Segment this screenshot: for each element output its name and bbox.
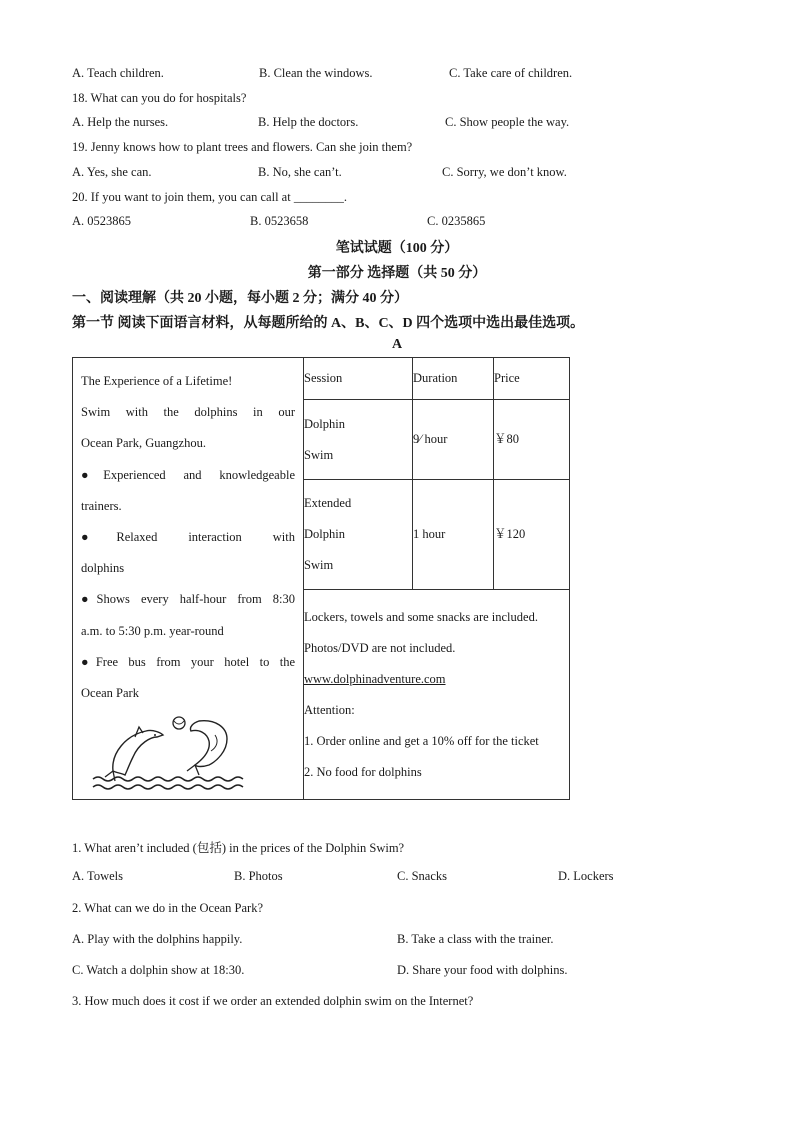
attention-item-1: 1. Order online and get a 10% off for the ticket — [304, 734, 539, 748]
row1-session-line2: Swim — [304, 447, 334, 462]
note-not-included: Photos/DVD are not included. — [304, 641, 456, 655]
row-dolphin-swim-session — [304, 400, 413, 480]
ad-bullet-interaction-cont: dolphins — [81, 561, 125, 576]
ad-intro-line2: Ocean Park, Guangzhou. — [81, 436, 206, 451]
ad-bullet-bus-cont: Ocean Park — [81, 686, 139, 701]
q19-option-a: A. Yes, she can. — [72, 165, 152, 179]
row-dolphin-swim-price: ￥80 — [494, 400, 570, 480]
row-dolphin-swim-duration: 9⁄ hour — [413, 400, 494, 480]
attention-label: Attention: — [304, 703, 355, 717]
q19-option-c: C. Sorry, we don’t know. — [442, 165, 567, 179]
row2-session-line2: Dolphin — [304, 527, 345, 541]
ad-bullet-shows-cont: a.m. to 5:30 p.m. year-round — [81, 623, 224, 638]
attention-item-2: 2. No food for dolphins — [304, 765, 422, 779]
q1-option-c: C. Snacks — [397, 869, 447, 883]
q19-text: 19. Jenny knows how to plant trees and flowers. Can she join them? — [72, 140, 413, 154]
q1-option-d: D. Lockers — [558, 869, 614, 883]
row2-session-line3: Swim — [304, 558, 334, 572]
instruction-heading: 第一节 阅读下面语言材料，从每题所给的 A、B、C、D 四个选项中选出最佳选项。 — [72, 316, 585, 331]
header-session: Session — [304, 358, 413, 400]
row-extended-swim-session — [304, 480, 413, 590]
website-link[interactable]: www.dolphinadventure.com — [304, 672, 446, 686]
q17-option-b: B. Clean the windows. — [259, 66, 373, 80]
q2-option-c: C. Watch a dolphin show at 18:30. — [72, 963, 245, 977]
ad-bullet-shows: ●Shows every half-hour from 8:30 — [81, 592, 295, 607]
q19-option-b: B. No, she can’t. — [258, 165, 342, 179]
q18-option-b: B. Help the doctors. — [258, 115, 359, 129]
ad-headline: The Experience of a Lifetime! — [81, 374, 233, 388]
row1-session-line1: Dolphin — [304, 416, 345, 431]
q2-option-b: B. Take a class with the trainer. — [397, 932, 554, 946]
dolphin-illustration — [91, 713, 251, 793]
ad-bullet-bus: ●Free bus from your hotel to the — [81, 654, 295, 669]
ad-intro-line1: Swim with the dolphins in our — [81, 405, 295, 420]
row2-session-line1: Extended — [304, 496, 352, 510]
passage-label: A — [391, 337, 403, 352]
row-extended-swim-duration: 1 hour — [413, 480, 494, 590]
q17-option-a: A. Teach children. — [72, 66, 164, 80]
q3-text: 3. How much does it cost if we order an extended dolphin swim on the Internet? — [72, 994, 474, 1008]
section-heading: 一、阅读理解（共 20 小题，每小题 2 分；满分 40 分） — [72, 291, 408, 306]
written-test-title: 笔试试题（100 分） — [335, 241, 459, 256]
q2-option-a: A. Play with the dolphins happily. — [72, 932, 243, 946]
q18-option-a: A. Help the nurses. — [72, 115, 169, 129]
row-extended-swim-price: ￥120 — [494, 480, 570, 590]
q20-option-b: B. 0523658 — [250, 214, 309, 228]
header-duration: Duration — [413, 358, 494, 400]
q20-text: 20. If you want to join them, you can call at ________. — [72, 190, 347, 204]
note-included: Lockers, towels and some snacks are included. — [304, 610, 538, 624]
dolphin-ad-table — [72, 357, 570, 800]
ad-bullet-interaction: ●Relaxed interaction with — [81, 530, 295, 545]
q1-text: 1. What aren’t included (包括) in the prices of the Dolphin Swim? — [72, 841, 405, 855]
q20-option-c: C. 0235865 — [427, 214, 486, 228]
header-price: Price — [494, 358, 570, 400]
q1-option-a: A. Towels — [72, 869, 123, 883]
q2-option-d: D. Share your food with dolphins. — [397, 963, 568, 977]
part-one-title: 第一部分 选择题（共 50 分） — [307, 266, 487, 281]
q20-option-a: A. 0523865 — [72, 214, 132, 228]
q18-option-c: C. Show people the way. — [445, 115, 570, 129]
q17-option-c: C. Take care of children. — [449, 66, 573, 80]
ad-notes-cell — [304, 590, 570, 800]
ad-description-cell — [73, 358, 304, 800]
ad-bullet-trainers: ●Experienced and knowledgeable — [81, 467, 295, 482]
q1-option-b: B. Photos — [234, 869, 283, 883]
q18-text: 18. What can you do for hospitals? — [72, 91, 247, 105]
ad-bullet-trainers-cont: trainers. — [81, 498, 122, 513]
q2-text: 2. What can we do in the Ocean Park? — [72, 901, 264, 915]
